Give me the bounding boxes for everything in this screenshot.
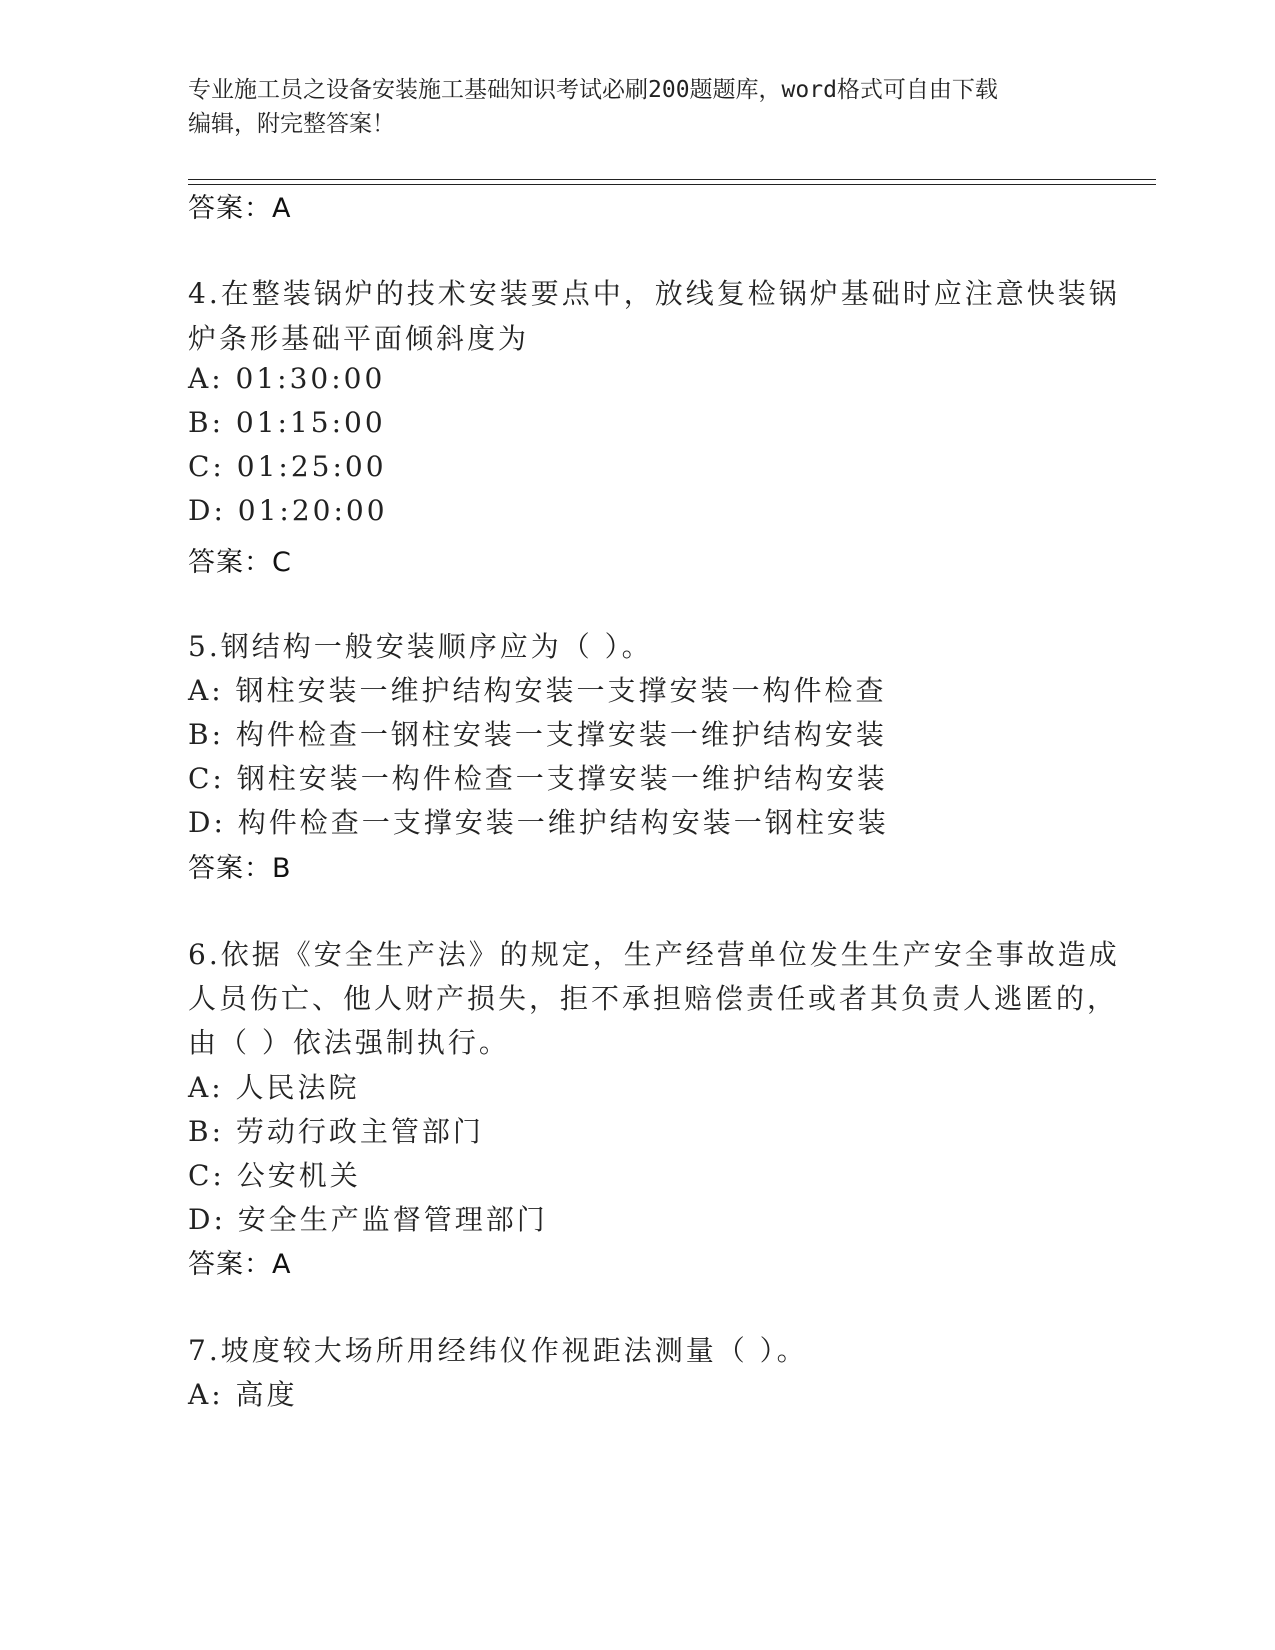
question-7-option-a: A: 高度	[188, 1378, 298, 1411]
header-line-1: 专业施工员之设备安装施工基础知识考试必刷200题题库，word格式可自由下载	[188, 77, 998, 103]
question-4-stem-line-2: 炉条形基础平面倾斜度为	[188, 322, 530, 355]
question-5-option-a: A: 钢柱安装一维护结构安装一支撑安装一构件检查	[188, 674, 887, 707]
question-4-option-c: C: 01:25:00	[188, 450, 387, 483]
answer-q6: 答案：A	[188, 1249, 292, 1280]
question-4-option-a: A: 01:30:00	[188, 362, 386, 395]
answer-q3: 答案：A	[188, 193, 292, 224]
question-7-stem-line-1: 7.坡度较大场所用经纬仪作视距法测量（ ）。	[188, 1334, 808, 1367]
question-5-stem-line-1: 5.钢结构一般安装顺序应为（ ）。	[188, 630, 653, 663]
question-5-option-b: B: 构件检查一钢柱安装一支撑安装一维护结构安装	[188, 718, 887, 751]
question-6-option-b: B: 劳动行政主管部门	[188, 1115, 484, 1148]
question-6-option-c: C: 公安机关	[188, 1159, 361, 1192]
question-4-option-d: D: 01:20:00	[188, 494, 388, 527]
question-6-stem-line-2: 人员伤亡、他人财产损失，拒不承担赔偿责任或者其负责人逃匿的，	[188, 982, 1119, 1015]
document-header	[188, 73, 1068, 141]
header-line-2: 编辑，附完整答案！	[188, 111, 395, 137]
answer-q4: 答案：C	[188, 547, 292, 578]
question-6-stem-line-3: 由（ ）依法强制执行。	[188, 1026, 510, 1059]
question-5-option-c: C: 钢柱安装一构件检查一支撑安装一维护结构安装	[188, 762, 888, 795]
header-divider-thick	[188, 179, 1156, 180]
question-4-option-b: B: 01:15:00	[188, 406, 386, 439]
question-6-option-d: D: 安全生产监督管理部门	[188, 1203, 548, 1236]
question-4-stem-line-1: 4.在整装锅炉的技术安装要点中，放线复检锅炉基础时应注意快装锅	[188, 277, 1120, 310]
question-5-option-d: D: 构件检查一支撑安装一维护结构安装一钢柱安装	[188, 806, 889, 839]
question-6-stem-line-1: 6.依据《安全生产法》的规定，生产经营单位发生生产安全事故造成	[188, 938, 1120, 971]
question-6-option-a: A: 人民法院	[188, 1071, 360, 1104]
header-divider-thin	[188, 184, 1156, 185]
answer-q5: 答案：B	[188, 853, 292, 884]
